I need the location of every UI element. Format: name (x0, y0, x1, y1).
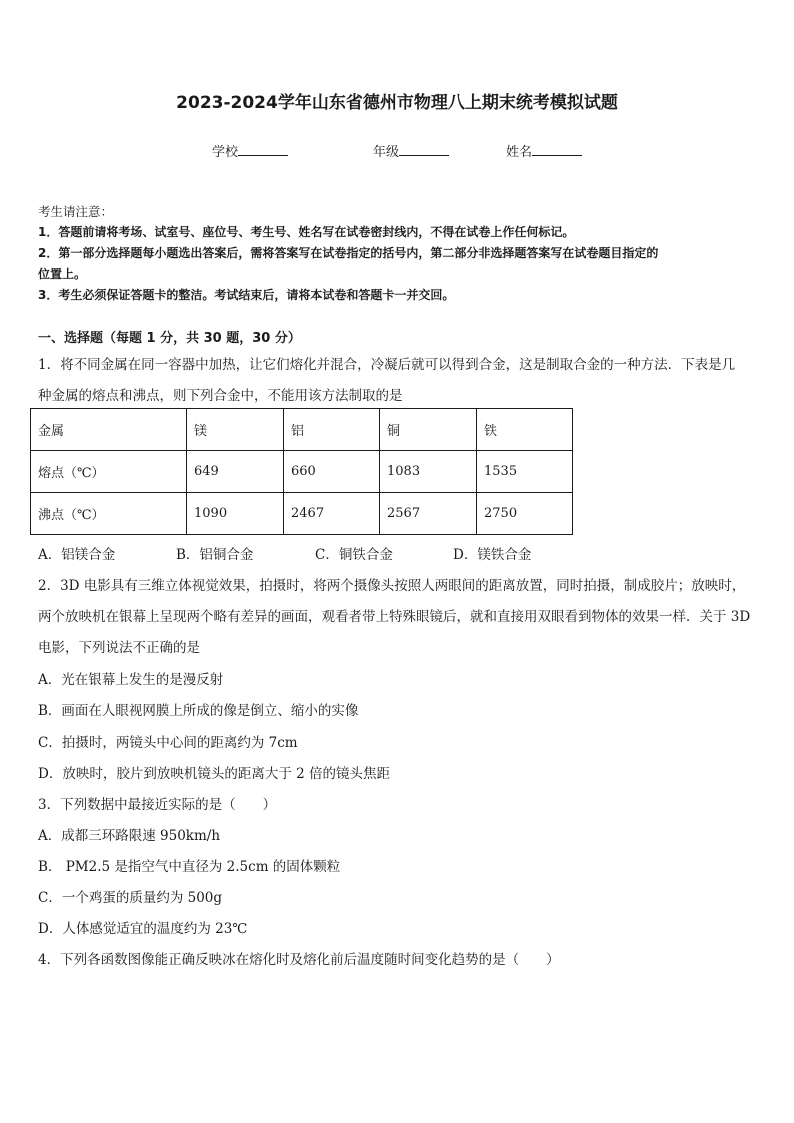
notice-item-3: 3．考生必须保证答题卡的整洁。考试结束后，请将本试卷和答题卡一并交回。 (38, 288, 455, 302)
notice-item-2-cont: 位置上。 (38, 267, 87, 281)
table-cell: 1090 (187, 493, 284, 535)
grade-label: 年级 (373, 145, 400, 160)
table-cell: 沸点（℃） (31, 493, 187, 535)
q2-stem-line2: 两个放映机在银幕上呈现两个略有差异的画面，观看者带上特殊眼镜后，就和直接用双眼看到物体的效果一样．关于 3D (38, 609, 751, 625)
table-row (31, 493, 573, 535)
q1-stem-line2: 种金属的熔点和沸点，则下列合金中，不能用该方法制取的是 (38, 388, 403, 404)
name-field[interactable] (506, 141, 582, 160)
q3-option-a[interactable]: A．成都三环路限速 950km/h (38, 828, 221, 844)
grade-blank[interactable] (399, 142, 449, 156)
q1-option-c[interactable]: C．铜铁合金 (315, 547, 393, 563)
table-cell: 金属 (31, 409, 187, 451)
table-cell: 1083 (380, 451, 477, 493)
notice-item-1: 1．答题前请将考场、试室号、座位号、考生号、姓名写在试卷密封线内，不得在试卷上作任何标记。 (38, 225, 575, 239)
q4-stem: 4．下列各函数图像能正确反映冰在熔化时及熔化前后温度随时间变化趋势的是（ ） (38, 952, 560, 968)
q2-option-d[interactable]: D．放映时，胶片到放映机镜头的距离大于 2 倍的镜头焦距 (38, 766, 390, 782)
q2-option-c[interactable]: C．拍摄时，两镜头中心间的距离约为 7cm (38, 735, 298, 751)
section-heading: 一、选择题（每题 1 分，共 30 题，30 分） (38, 331, 301, 346)
q2-option-b[interactable]: B．画面在人眼视网膜上所成的像是倒立、缩小的实像 (38, 703, 359, 719)
table-cell: 铝 (284, 409, 380, 451)
table-cell: 660 (284, 451, 380, 493)
q2-option-a[interactable]: A．光在银幕上发生的是漫反射 (38, 672, 224, 688)
table-cell: 2750 (477, 493, 573, 535)
table-cell: 2467 (284, 493, 380, 535)
name-blank[interactable] (532, 142, 582, 156)
table-cell: 649 (187, 451, 284, 493)
school-field[interactable] (212, 141, 288, 160)
table-cell: 2567 (380, 493, 477, 535)
table-cell: 镁 (187, 409, 284, 451)
q3-option-d[interactable]: D．人体感觉适宜的温度约为 23℃ (38, 921, 248, 937)
name-label: 姓名 (506, 145, 533, 160)
q1-option-a[interactable]: A．铝镁合金 (38, 547, 116, 563)
table-cell: 1535 (477, 451, 573, 493)
notice-block (38, 201, 760, 306)
metal-table (30, 408, 573, 535)
q1-option-d[interactable]: D．镁铁合金 (453, 547, 532, 563)
school-blank[interactable] (238, 142, 288, 156)
notice-item-2: 2．第一部分选择题每小题选出答案后，需将答案写在试卷指定的括号内，第二部分非选择题答案写在试卷题目指定的 (38, 246, 659, 260)
table-header-row (31, 409, 573, 451)
q3-option-b[interactable]: B． PM2.5 是指空气中直径为 2.5cm 的固体颗粒 (38, 859, 341, 875)
school-label: 学校 (212, 145, 239, 160)
table-cell: 铜 (380, 409, 477, 451)
q1-option-b[interactable]: B．铝铜合金 (176, 547, 254, 563)
table-cell: 熔点（℃） (31, 451, 187, 493)
q3-option-c[interactable]: C．一个鸡蛋的质量约为 500g (38, 890, 223, 906)
grade-field[interactable] (373, 141, 449, 160)
q1-stem-line1: 1．将不同金属在同一容器中加热，让它们熔化并混合，冷凝后就可以得到合金，这是制取合金的一种方法．下表是几 (38, 357, 736, 373)
q2-stem-line1: 2．3D 电影具有三维立体视觉效果，拍摄时，将两个摄像头按照人两眼间的距离放置，同时拍摄，制成胶片；放映时， (38, 578, 746, 594)
table-cell: 铁 (477, 409, 573, 451)
q2-stem-line3: 电影，下列说法不正确的是 (38, 640, 200, 656)
table-row (31, 451, 573, 493)
q3-stem: 3．下列数据中最接近实际的是（ ） (38, 797, 277, 813)
notice-heading: 考生请注意： (38, 204, 114, 219)
page-title: 2023-2024学年山东省德州市物理八上期末统考模拟试题 (176, 93, 618, 113)
